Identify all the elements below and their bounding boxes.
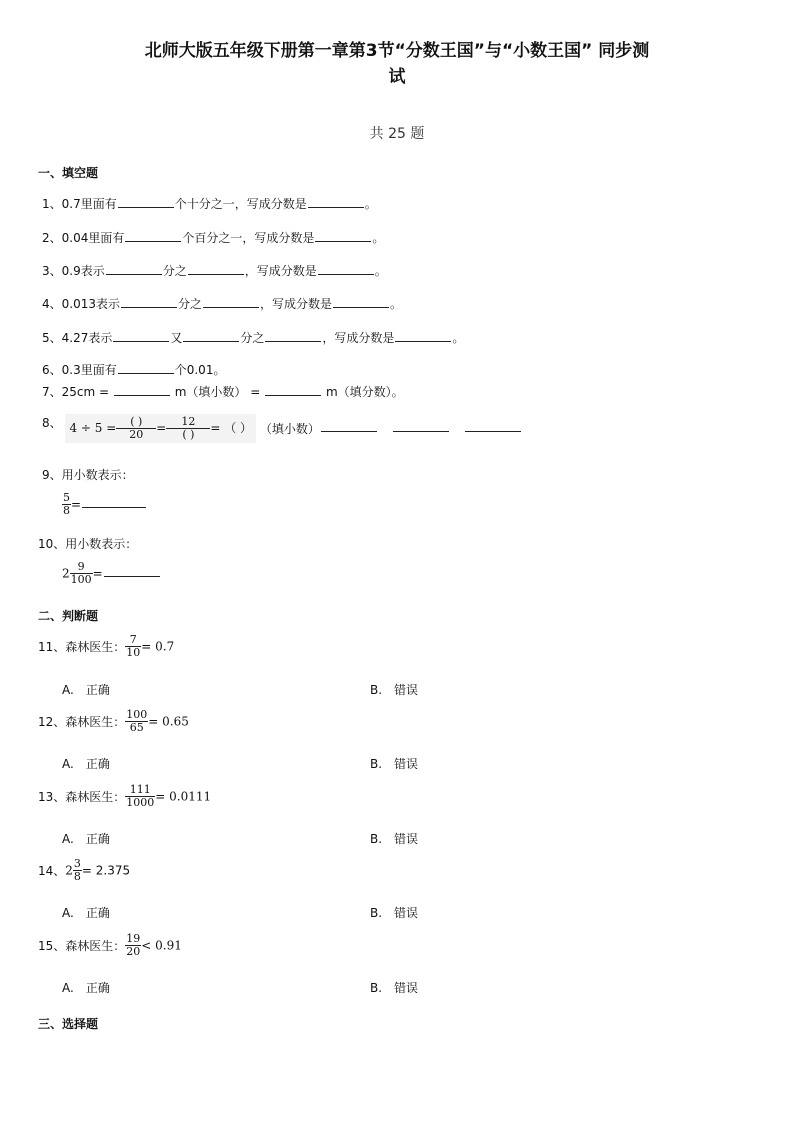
option-a-correct[interactable]: A. 正确: [62, 757, 110, 771]
question-text: 。: [372, 231, 385, 245]
equals-sign: =: [71, 497, 82, 512]
option-b-wrong[interactable]: B. 错误: [370, 981, 419, 995]
question-text: m（填分数）。: [325, 385, 404, 399]
equation-text: = 2.375: [81, 863, 131, 878]
question-text: ，写成分数是: [322, 331, 395, 345]
question-text: 又: [170, 331, 183, 345]
question-text: m（填小数） =: [174, 385, 261, 399]
answer-blank[interactable]: [104, 565, 160, 577]
question-text: 森林医生：: [65, 640, 126, 654]
option-a-correct[interactable]: A. 正确: [62, 832, 110, 846]
answer-blank[interactable]: [318, 263, 374, 275]
option-a-correct[interactable]: A. 正确: [62, 683, 110, 697]
question-text: 个十分之一，写成分数是: [174, 197, 307, 211]
question-7: [42, 383, 404, 400]
question-text: 0.3里面有: [61, 363, 117, 377]
question-number: 14、: [38, 864, 66, 878]
question-number: 8、: [42, 416, 62, 430]
question-number: 13、: [38, 790, 66, 804]
fraction-denominator: 65: [129, 721, 144, 734]
fraction-denominator: 8: [63, 504, 70, 517]
equation-text: 4 ÷ 5 =: [69, 421, 117, 435]
question-text: ，写成分数是: [260, 297, 333, 311]
question-text: 森林医生：: [65, 790, 126, 804]
option-b-wrong[interactable]: B. 错误: [370, 832, 419, 846]
fraction-denominator: 1000: [126, 796, 155, 809]
answer-blank[interactable]: [118, 196, 174, 208]
question-text: 森林医生：: [65, 939, 126, 953]
section-judge-heading: 二、判断题: [38, 609, 99, 623]
question-number: 11、: [38, 640, 66, 654]
question-count: 共 25 题: [369, 126, 425, 142]
question-text: 4.27表示: [61, 331, 113, 345]
fraction-numerator: 12: [166, 416, 210, 429]
question-5: [42, 329, 464, 346]
answer-blank[interactable]: [395, 330, 451, 342]
answer-blank[interactable]: [121, 296, 177, 308]
equation-text: = 0.7: [141, 639, 175, 654]
equation-text: < 0.91: [141, 938, 182, 953]
answer-blank[interactable]: [106, 263, 162, 275]
fraction-numerator: 5: [63, 491, 70, 504]
question-13: [38, 784, 211, 809]
answer-blank[interactable]: [118, 362, 174, 374]
question-1: [42, 195, 377, 212]
answer-blank[interactable]: [203, 296, 259, 308]
fraction-numerator[interactable]: ( ): [116, 416, 156, 429]
question-10: [38, 535, 137, 552]
fraction-denominator: 20: [129, 428, 144, 441]
answer-blank[interactable]: [333, 296, 389, 308]
fraction: [125, 709, 148, 734]
question-9: [42, 466, 134, 483]
question-text: 。: [452, 331, 465, 345]
fraction-denominator: 8: [73, 870, 81, 883]
question-text: ，写成分数是: [244, 264, 317, 278]
fraction-numerator: 9: [70, 561, 93, 574]
option-b-wrong[interactable]: B. 错误: [370, 906, 419, 920]
question-15: [38, 933, 182, 958]
equation-box: [65, 414, 256, 443]
fraction-denominator: 10: [126, 646, 141, 659]
answer-blank[interactable]: [125, 230, 181, 242]
answer-blank[interactable]: [82, 496, 146, 508]
fraction-numerator: 3: [73, 857, 81, 870]
question-text: 。: [364, 197, 377, 211]
question-10-expression: [62, 561, 161, 586]
answer-blank[interactable]: [265, 330, 321, 342]
question-4: [42, 295, 402, 312]
question-number: 12、: [38, 715, 66, 729]
question-text: 用小数表示：: [61, 468, 134, 482]
question-number: 7、: [42, 385, 62, 399]
question-14: [38, 858, 130, 883]
mixed-number-whole: 2: [65, 863, 73, 878]
equation-text: = （ ）: [210, 421, 253, 435]
question-text: 。: [374, 264, 387, 278]
question-text: （填小数）: [259, 422, 320, 436]
fraction-denominator: 20: [126, 945, 141, 958]
question-12: [38, 709, 189, 734]
option-a-correct[interactable]: A. 正确: [62, 906, 110, 920]
answer-blank[interactable]: [465, 420, 521, 432]
equation-text: = 0.65: [148, 714, 189, 729]
fraction: [166, 416, 210, 441]
fraction: [62, 492, 71, 517]
question-number: 3、: [42, 264, 62, 278]
question-11: [38, 634, 174, 659]
question-8: [42, 414, 522, 443]
question-text: 0.013表示: [61, 297, 120, 311]
answer-blank[interactable]: [188, 263, 244, 275]
question-text: 0.04里面有: [61, 231, 125, 245]
question-text: 个百分之一，写成分数是: [182, 231, 315, 245]
question-number: 9、: [42, 468, 62, 482]
answer-blank[interactable]: [114, 384, 170, 396]
fraction-denominator: 100: [70, 573, 92, 586]
option-b-wrong[interactable]: B. 错误: [370, 757, 419, 771]
title-line-1: 北师大版五年级下册第一章第3节“分数王国”与“小数王国” 同步测: [144, 41, 650, 61]
fraction: [125, 634, 141, 659]
section-fill-heading: 一、填空题: [38, 166, 99, 180]
answer-blank[interactable]: [315, 230, 371, 242]
fraction-numerator: 100: [126, 708, 148, 721]
fraction: [70, 561, 93, 586]
question-text: 。: [390, 297, 403, 311]
fraction-numerator: 111: [125, 784, 155, 797]
question-text: 0.9表示: [61, 264, 105, 278]
question-text: 个0.01。: [174, 363, 226, 377]
question-text: 25cm =: [61, 385, 110, 399]
fraction-denominator[interactable]: ( ): [182, 428, 195, 441]
question-number: 10、: [38, 537, 66, 551]
answer-blank[interactable]: [308, 196, 364, 208]
question-number: 5、: [42, 331, 62, 345]
question-6: [42, 361, 225, 378]
fraction: [125, 933, 141, 958]
option-a-correct[interactable]: A. 正确: [62, 981, 110, 995]
question-9-expression: [62, 492, 147, 517]
option-b-wrong[interactable]: B. 错误: [370, 683, 419, 697]
question-text: 用小数表示：: [65, 537, 138, 551]
equation-text: =: [156, 421, 167, 435]
question-number: 15、: [38, 939, 66, 953]
fraction-numerator: 19: [126, 932, 141, 945]
equation-text: = 0.0111: [155, 789, 212, 804]
question-number: 4、: [42, 297, 62, 311]
question-3: [42, 262, 387, 279]
question-text: 0.7里面有: [61, 197, 117, 211]
title-line-2: 试: [388, 67, 406, 87]
mixed-number-whole: 2: [62, 566, 70, 581]
question-text: 分之: [240, 331, 265, 345]
question-text: 分之: [162, 264, 187, 278]
answer-blank[interactable]: [265, 384, 321, 396]
fraction-numerator: 7: [125, 634, 141, 647]
question-number: 6、: [42, 363, 62, 377]
answer-blank[interactable]: [183, 330, 239, 342]
fraction: [125, 784, 155, 809]
question-2: [42, 229, 384, 246]
fraction: [116, 416, 156, 441]
answer-blank[interactable]: [113, 330, 169, 342]
question-number: 1、: [42, 197, 62, 211]
answer-blank[interactable]: [393, 420, 449, 432]
question-text: 森林医生：: [65, 715, 126, 729]
question-text: 分之: [178, 297, 203, 311]
equals-sign: =: [92, 566, 103, 581]
answer-blank[interactable]: [321, 420, 377, 432]
question-number: 2、: [42, 231, 62, 245]
section-choice-heading: 三、选择题: [38, 1017, 99, 1031]
fraction: [73, 858, 82, 883]
